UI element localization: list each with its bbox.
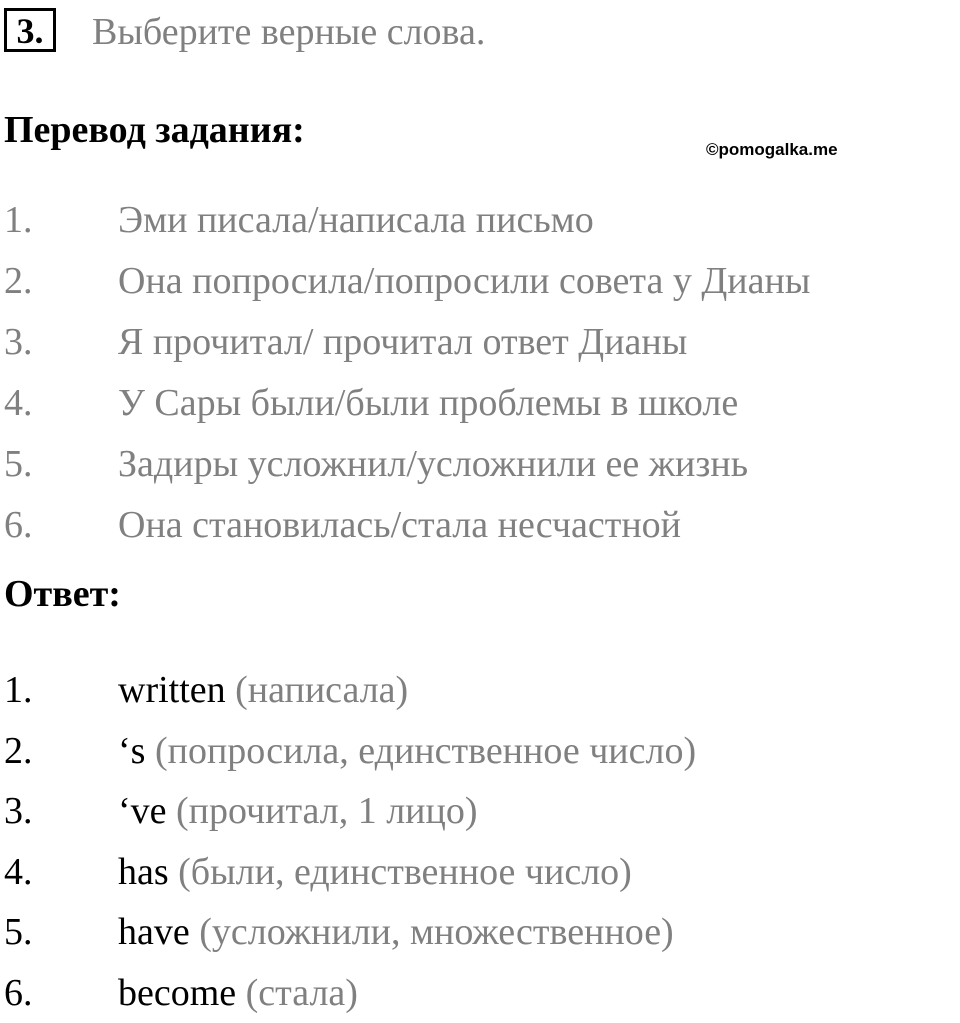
answer-body — [118, 660, 408, 721]
translation-title: Перевод задания: — [4, 104, 305, 156]
answer-note: (попросила, единственное число) — [155, 730, 696, 772]
translation-text: Эми писала/написала письмо — [118, 190, 594, 251]
item-number: 3. — [4, 781, 33, 842]
item-number: 1. — [4, 660, 33, 721]
answer-word: have — [118, 911, 190, 953]
item-number: 4. — [4, 373, 33, 434]
translation-text: Я прочитал/ прочитал ответ Дианы — [118, 312, 687, 373]
task-instruction: Выберите верные слова. — [92, 6, 485, 58]
answer-note: (прочитал, 1 лицо) — [176, 790, 477, 832]
item-number: 1. — [4, 190, 33, 251]
answer-note: (написала) — [235, 669, 408, 711]
translation-text: Она становилась/стала несчастной — [118, 495, 681, 556]
task-number-box: 3. — [4, 8, 56, 52]
answer-note: (стала) — [246, 972, 358, 1014]
watermark: ©pomogalka.me — [706, 140, 838, 160]
answer-body — [118, 842, 632, 903]
item-number: 2. — [4, 721, 33, 782]
answer-word: written — [118, 669, 226, 711]
answer-word: has — [118, 851, 169, 893]
translation-text: Задиры усложнил/усложнили ее жизнь — [118, 434, 748, 495]
item-number: 6. — [4, 963, 33, 1023]
answer-note: (были, единственное число) — [178, 851, 632, 893]
translation-text: Она попросила/попросили совета у Дианы — [118, 251, 810, 312]
item-number: 4. — [4, 842, 33, 903]
answer-title: Ответ: — [4, 568, 121, 620]
answer-note: (усложнили, множественное) — [199, 911, 673, 953]
answer-body — [118, 781, 478, 842]
item-number: 2. — [4, 251, 33, 312]
translation-text: У Сары были/были проблемы в школе — [118, 373, 738, 434]
answer-body — [118, 902, 674, 963]
answer-word: become — [118, 972, 236, 1014]
item-number: 6. — [4, 495, 33, 556]
item-number: 5. — [4, 434, 33, 495]
answer-body — [118, 963, 358, 1023]
answer-word: ‘ve — [118, 790, 167, 832]
answer-word: ‘s — [118, 730, 145, 772]
answer-body — [118, 721, 696, 782]
item-number: 5. — [4, 902, 33, 963]
item-number: 3. — [4, 312, 33, 373]
